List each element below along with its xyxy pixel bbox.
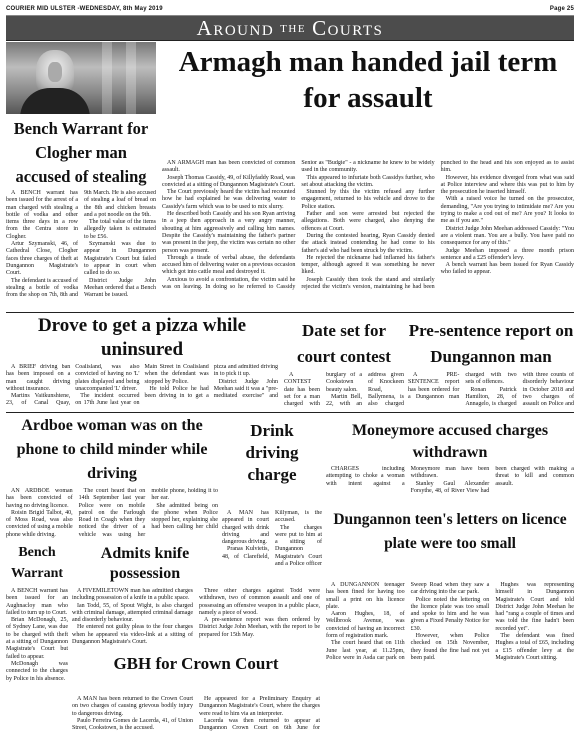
paragraph: Pranas Kulvietis, 48, of Clarefield, Killyman, is the accused. xyxy=(222,510,322,560)
paragraph: Martin Bell, 22, with an address given of Knockeen Road, Ballymena, is also charged xyxy=(326,372,404,408)
paragraph: A PRE-SENTENCE report has been ordered for a Dungannon man charged with two sets of offences. xyxy=(408,372,517,400)
page-number: Page 25 xyxy=(549,5,574,12)
paragraph: The defendant is accused of stealing a bottle of vodka from the shop on 7th, 8th and 9th March. He is also accused of stealing a loaf of bread on the 8th and chicken breasts and a pot noodle on the 9th. xyxy=(6,190,156,299)
paragraph: Szymanski was due to appear in Dungannon Magistrate's Court but failed to appear in court when called to do so. xyxy=(84,241,156,277)
paragraph: The defendant was fined Hughes a total of £65, including a £15 offender levy at the Magistrate's Court sitting. xyxy=(495,633,574,661)
paragraph: With a raised voice he turned on the prosecutor, demanding, "Are you trying to intimidate me? Are you trying to make a cod out of me? Are you? It looks to me as if you are." xyxy=(440,196,574,225)
headline-presentence: Pre-sentence report on Dungannon man xyxy=(408,321,574,366)
paragraph: He told Police he had been driving in to get a pizza and admitted driving in to pick it up. xyxy=(144,364,278,400)
article-date-set xyxy=(284,372,404,412)
headline-pizza: Drove to get a pizza while uninsured xyxy=(37,315,247,360)
paragraph: District Judge John Meehan ordered that a Bench Warrant be issued. xyxy=(84,277,156,299)
paragraph: CHARGES including attempting to choke a woman with intent against a Moneymore man have been withdrawn. xyxy=(326,466,490,487)
paragraph: He described both Cassidy and his son Ryan arriving in a jeep then approach in a very angry manner, shouting at him aggressively and calling him names. Despite the Cassidy's maintaining the father's partner was present in the jeep, the victim was certain no other person was present. xyxy=(162,211,296,254)
article-gbh xyxy=(72,696,320,734)
paragraph: A BRIEF driving ban has been imposed on a man caught driving without insurance. xyxy=(6,364,71,392)
paragraph: Father and son were arrested but rejected the allegations. Both were charged, also denying the offences at Court. xyxy=(301,211,435,232)
headline-armagh: Armagh man handed jail term for assault xyxy=(178,46,558,114)
paragraph: The charges were put to him at a sitting of Dungannon Magistrate's Court and a Police officer xyxy=(275,524,322,568)
paragraph: Three other charges against Todd were withdrawn, two of common assault and one of possessing an offensive weapon in a public place, namely a piece of wood. xyxy=(199,588,320,616)
paragraph: Joseph Thomas Cassidy, 49, of Killyfaddy Road, was convicted at a sitting of Dungannon Magistrate's Court. xyxy=(162,174,296,188)
publication-date: COURIER MID ULSTER -WEDNESDAY, 8th May 2019 xyxy=(6,5,163,12)
paragraph: A FIVEMILETOWN man has admitted charges including possession of a knife in a public space. xyxy=(72,588,193,602)
headline-gbh: GBH for Crown Court xyxy=(113,654,279,673)
headline-bench-2: Bench Warrant xyxy=(10,545,64,581)
paragraph: A BENCH warrant has been issued for the arrest of a man charged with stealing a bottle of vodka and other items three days in a row from the Centra store in Clogher. xyxy=(6,190,78,240)
article-moneymore xyxy=(326,466,574,502)
paragraph: She admitted being on the phone when Police stopped her, explaining she had been calling her child xyxy=(151,502,218,531)
paragraph: During the contested hearing, Ryan Cassidy denied the attack instead contending he had come to his father's aid who had been struck by the victim. xyxy=(301,232,435,254)
paragraph: Aaron Hughes, 18, of Wellbrook Avenue, was convicted of having an incorrect form of registration mark. xyxy=(326,611,405,640)
paragraph: Martins Vaitkunshtene, 23, of Canal Quay, Coalisland, was also convicted of having no 'L' plates displayed and being unaccompanied 'L' driver. xyxy=(6,364,140,407)
paragraph: District Judge John Meehan addressed Cassidy: "You are a violent man. You are a bully. You have paid no consequence for any of this." xyxy=(440,225,574,247)
paragraph: Stanley Gaul Alexander Forsythe, 48, of River View had been charged with making a threat to kill and common assault. xyxy=(410,466,574,494)
paragraph: He appeared for a Preliminary Enquiry at Dungannon Magistrate's Court, where the charges were read to him via an interpreter. xyxy=(199,696,320,717)
paragraph: The court heard that on 11th June last year, at 11.25pm, Police were in Asda car park on Sweep Road when they saw a car driving into the car park. xyxy=(326,582,490,661)
paragraph: McDonagh was connected to the charges by Police in his absence. xyxy=(6,660,68,682)
headline-bench-clogher: Bench Warrant for Clogher man accused of stealing xyxy=(13,119,149,186)
paragraph: District Judge John Meehan said it was a "pre-meditated exercise" and xyxy=(213,378,278,400)
paragraph: A BENCH warrant has been issued for an Aughnacloy man who failed to turn up to Court. xyxy=(6,588,68,616)
paragraph: Artur Szymanski, 46, of Cathedral Close, Clogher faces three charges of theft at Dungannon Magistrate's Court. xyxy=(6,241,78,277)
banner-word-3: Courts xyxy=(312,15,384,40)
paragraph: The total value of the items allegedly taken is estimated to be £56. xyxy=(84,219,156,240)
article-bench-2 xyxy=(6,588,68,732)
paragraph: Judge Meehan imposed a three month prison sentence and a £25 offender's levy. xyxy=(440,247,574,261)
article-ardboe xyxy=(6,488,218,540)
paragraph: AN ARMAGH man has been convicted of common assault. xyxy=(162,160,296,174)
paragraph: Ian Todd, 55, of Spout Wight, is also charged with criminal damage, attempted criminal damage and disorderly behaviour. xyxy=(72,602,193,624)
running-header xyxy=(6,3,574,14)
paragraph: The incident occurred on 17th June last year on Main Street in Coalisland when the defendant was stopped by Police. xyxy=(75,364,209,407)
paragraph: Stunned by this the victim refused any further engagement, returned to his vehicle and drove to the Police station. xyxy=(301,189,435,210)
paragraph: Hughes was representing himself in Dungannon Magistrate's Court and told District Judge John Meehan he had "rang a couple of times and was told the fine hadn't been recorded yet". xyxy=(495,582,574,632)
article-teen xyxy=(326,582,574,732)
paragraph: A bench warrant has been issued for Ryan Cassidy who failed to appear. xyxy=(440,262,574,276)
paragraph: This appeared to infuriate both Cassidys further, who set about attacking the victim. xyxy=(301,174,435,188)
paragraph: Joseph Cassidy then took the stand and similarly rejected the victim's version, maintaining he had been punched to the head and his son enjoyed as to assist him. xyxy=(301,160,574,291)
headline-moneymore: Moneymore accused charges withdrawn xyxy=(351,422,549,461)
paragraph: A MAN has been returned to the Crown Court on two charges of causing grievous bodily injury to dangerous driving. xyxy=(72,696,193,717)
paragraph: AN ARDBOE woman has been convicted of having no driving licence. xyxy=(6,488,73,509)
paragraph: However, his evidence diverged from what was said at Police interview and where this was put to him by the prosecution he inserted himself. xyxy=(440,174,574,196)
banner-word-1: Around xyxy=(196,15,275,40)
paragraph: Police noted the lettering on the licence plate was too small and spoke to him and he was given a Fixed Penalty Notice for £30. xyxy=(410,596,490,632)
headline-teen: Dungannon teen's letters on licence plate were too small xyxy=(333,511,567,552)
paragraph: A MAN has appeared in court charged with drink driving and dangerous driving. xyxy=(222,510,269,546)
paragraph: Ronan Patrick Hamilton, 28, of Annagelo, is charged with three counts of disorderly behaviour in October 2018 and two charges of assault on Police and xyxy=(465,372,574,408)
paragraph: Lacerda was then returned to appear at Dungannon Crown Court on 6th June for xyxy=(199,717,320,732)
headline-ardboe: Ardboe woman was on the phone to child minder while driving xyxy=(16,417,208,482)
judge-wig-photo xyxy=(6,42,156,114)
paragraph: The Court previously heard the victim had recounted how he had explained he was delivering water to Cassidy's farm which was to be used to mix slurry. xyxy=(162,189,296,210)
paragraph: A CONTEST date has been set for a man charged with burglary of a Cookstown beauty salon. xyxy=(284,372,362,408)
banner-word-2: the xyxy=(280,19,307,36)
paragraph: He rejected the nickname had inflamed his father's temper, although agreed it was something he never liked. xyxy=(301,254,435,276)
paragraph: The court heard that on 14th September last year Police were on mobile patrol on the Farlough Road in Coagh when they noticed the driver of a vehicle was using her mobile phone, holding it to her ear. xyxy=(78,488,218,538)
headline-drink: Drink driving charge xyxy=(245,421,299,484)
article-knife xyxy=(72,588,320,652)
paragraph: Brian McDonagh, 25, of Sydney Lane, was due to be charged with theft at a sitting of Dungannon Magistrate's Court but failed to appear. xyxy=(6,617,68,660)
paragraph: A pre-sentence report was then ordered by District Judge John Meehan, with the report to be prepared for 15th May. xyxy=(199,617,320,638)
paragraph: However, when Police checked on 15th November, they found the fine had not yet been paid. xyxy=(410,633,490,661)
paragraph: Anxious to avoid a confrontation, the victim said he was on leaving. In doing so he referred to Cassidy Senior as "Budgie" - a nickname he knew to be widely used in the community. xyxy=(162,160,435,291)
article-bench-clogher xyxy=(6,190,156,306)
headline-date-set: Date set for court contest xyxy=(297,321,391,366)
paragraph: A DUNGANNON teenager has been fined for having too small a print on his licence plate. xyxy=(326,582,405,610)
paragraph: Paulo Ferreira Gomes de Lacerda, 41, of Union Street, Cookstown, is the accused. xyxy=(72,717,193,732)
article-presentence xyxy=(408,372,574,412)
article-pizza xyxy=(6,364,278,410)
article-drink xyxy=(222,510,322,572)
paragraph: Through a tirade of verbal abuse, the defendants accused him of delivering water on a previous occasion which got into cattle meal and destroyed it. xyxy=(162,254,296,276)
paragraph: Roisin Brigid Talbot, 40, of Moss Road, was also convicted of using a mobile phone while driving. xyxy=(6,509,73,538)
section-banner xyxy=(6,15,574,41)
article-armagh xyxy=(162,160,574,315)
headline-knife: Admits knife possession xyxy=(100,545,190,582)
paragraph: He entered not guilty pleas to the four charges when he appeared via video-link at a sitting of Dungannon Magistrate's Court. xyxy=(72,624,193,646)
banner-title xyxy=(197,16,384,41)
